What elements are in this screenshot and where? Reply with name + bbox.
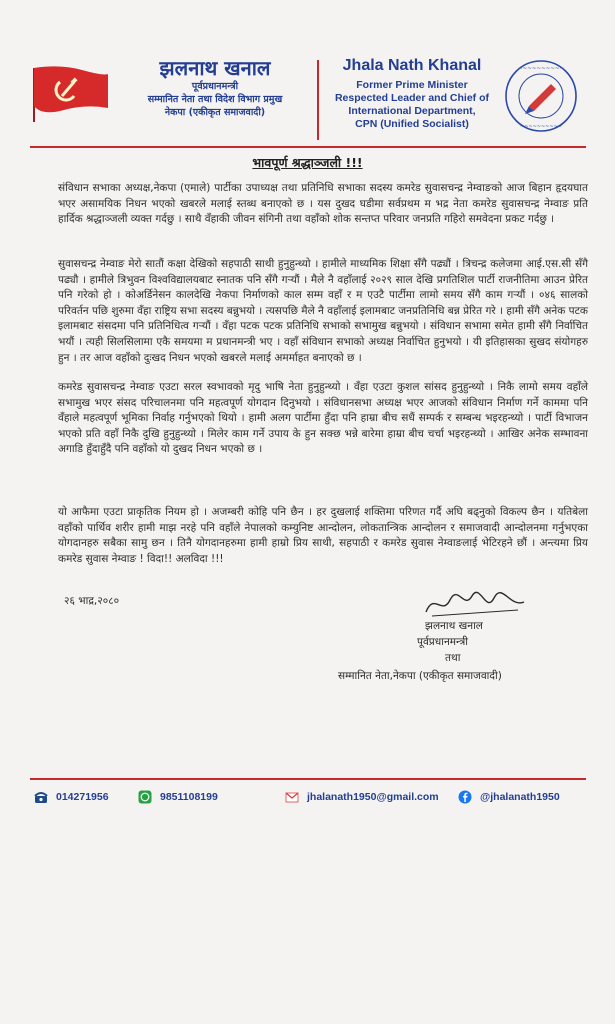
letterhead-nepali [120,56,310,119]
whatsapp-icon [138,790,152,804]
paragraph-3: कमरेड सुवासचन्द्र नेम्वाङ एउटा सरल स्वभावको मृदु भाषि नेता हुनुहुन्थ्यो । वँहा एउटा कुशल सांसद हुनुहुन्थ्यो । निकै लामो समय वहाँले सभामुख भएर संसद परिचालनमा पनि महत्वपूर्ण योगदान दिनुभयो । संविधानसभा अध्यक्ष भएर आजको संविधान निर्माण गर्ने काममा पनि वँहाले महत्वपूर्ण भूमिका निर्वाह गर्नुभएको थियो । हामी अलग पार्टीमा हुँदा पनि हाम्रा बीच सधैं सम्पर्क र सम्बन्ध भइरहन्थ्यो । पार्टी विभाजन भएको प्रति वहाँ निकै दुखि हुनुहुन्थ्यो । मिलेर काम गर्ने उपाय के हुन सक्छ भन्ने बारेमा हाम्रा बीच चर्चा भइरहन्थ्यो । आखिर अनेक सम्भावना अगाडि हुँदाहुँदै पनि वहाँको यो दुखद निधन भएको छ । [58,381,588,456]
letterhead-np-line-2: सम्मानित नेता तथा विदेश विभाग प्रमुख [147,94,283,105]
paragraph-4: यो आफैमा एउटा प्राकृतिक नियम हो । अजम्बरी कोहि पनि छैन । हर दुखलाई शक्तिमा परिणत गर्दै अघि बढ्नुको विकल्प छैन । यतिबेला वहाँको पार्थिव शरीर हामी माझ नरहे पनि वहाँले नेपालको कम्युनिष्ट आन्दोलन, लोकतान्त्रिक आन्दोलन र समाजवादी आन्दोलनमा गर्नुभएका योगदानहरु सबैका सामु छन । तिनै योगदानहरुमा हामी हाम्रो प्रिय साथी, सहपाठी र कमरेड सुवास नेम्वाङलाई भेटिरहने छौं । अन्त्यमा प्रिय कमरेड सुवास नेम्वाङ ! विदा!! अलविदा !!! [58,506,588,565]
contact-footer [0,790,615,808]
letterhead-english [322,56,502,131]
paragraph-2: सुवासचन्द्र नेम्वाङ मेरो सातौं कक्षा देखिको सहपाठी साथी हुनुहुन्थ्यो । हामीले माध्यमिक शिक्षा सँगै पढ्यौं । त्रिचन्द्र कलेजमा आई.एस.सी सँगै पढ्यौ । हामीले त्रिभुवन विश्वविद्यालयबाट स्नातक पनि सँगै गर्‍यौं । मैले नै वहाँलाई २०२९ साल देखि प्रगतिशिल पार्टी राजनीतिमा आउन प्रेरित पनि गरेको हो । कोअर्डिनेसन कालदेखि नेकपा निर्माणको काल सम्म वहाँ र म एउटै पार्टीमा लामो समय सँगै काम गर्‍यौं । ०४६ सालको परिवर्तन पछि शुरुमा वँहा राष्ट्रिय सभा सदस्य बन्नुभयो । त्यसपछि मैले नै वहाँलाई इलामबाट जनप्रतिनिधि बन्न प्रेरित गरे । हामी सँगै अनेक पटक इलामबाट संसदमा पनि प्रतिनिधित्व गर्‍यौं । वँहा पटक पटक प्रतिनिधि सभाको सभामुख बन्नुभयो । संविधान सभामा समेत हामी सँगै निर्वाचित भयौं । त्यही सिलसिलामा एकै समयमा म प्रधानमन्त्री भए । वहाँ संविधान सभाको अध्यक्ष निर्वाचित हुनुभयो । यी इतिहासका सुखद संयोगहरु हुन । तर आज वहाँको दुःखद निधन भएको खबरले मलाई अमर्माहत बनाएको छ । [58,258,588,364]
svg-text:~~~~~~~~~~: ~~~~~~~~~~ [517,66,565,72]
facebook-icon [458,790,472,804]
footer-phone [34,790,109,804]
footer-email [285,790,439,804]
signatory-role: सम्मानित नेता,नेकपा (एकीकृत समाजवादी) [338,670,502,682]
phone-number: 014271956 [56,791,109,803]
email-address[interactable]: jhalanath1950@gmail.com [307,791,439,803]
handwritten-signature [420,586,530,622]
signatory-title: पूर्वप्रधानमन्त्री [417,636,468,648]
gmail-icon [285,790,299,804]
facebook-handle[interactable]: @jhalanath1950 [480,791,560,803]
signatory-and: तथा [445,652,461,664]
letterhead-np-name: झलनाथ खनाल [159,56,271,80]
letterhead-divider [317,60,319,140]
party-flag-icon [30,64,110,122]
letterhead-en-line-3: International Department, [348,105,476,117]
letterhead-np-line-1: पूर्वप्रधानमन्त्री [191,81,239,92]
phone-icon [34,790,48,804]
paragraph-1: संविधान सभाका अध्यक्ष,नेकपा (एमाले) पार्टीका उपाध्यक्ष तथा प्रतिनिधि सभाका सदस्य कमरेड सुवासचन्द्र नेम्वाङको आज बिहान हृदयघात भएर असामयिक निधन भएको खबरले मलाई स्तब्ध बनाएको छ । यस दुखद घडीमा सर्वप्रथम म भद्र नेता कमरेड सुवासचन्द्र नेम्वाङ प्रति हार्दिक श्रद्धाञ्जली व्यक्त गर्दछु । साथै वँहाकी जीवन संगिनी तथा वहाँको शोक सन्तप्त परिवार जनप्रति गहिरो समवेदना प्रकट गर्दछु । [58,182,588,226]
letterhead-en-line-2: Respected Leader and Chief of [334,92,490,104]
letter-title: भावपूर्ण श्रद्धाञ्जली !!! [252,155,363,170]
letterhead-np-line-3: नेकपा (एकीकृत समाजवादी) [164,107,266,118]
letterhead-en-line-4: CPN (Unified Socialist) [355,118,469,130]
footer-rule [30,778,586,780]
letterhead-en-line-1: Former Prime Minister [356,79,468,91]
header-rule [30,146,586,148]
footer-facebook [458,790,560,804]
letterhead-en-name: Jhala Nath Khanal [342,57,482,74]
official-seal-icon [503,58,579,134]
whatsapp-number: 9851108199 [160,791,218,803]
signatory-name: झलनाथ खनाल [425,620,483,632]
footer-whatsapp [138,790,218,804]
svg-text:~~~~~~~~~~: ~~~~~~~~~~ [520,124,562,130]
letter-date: २६ भाद्र,२०८० [64,595,120,607]
